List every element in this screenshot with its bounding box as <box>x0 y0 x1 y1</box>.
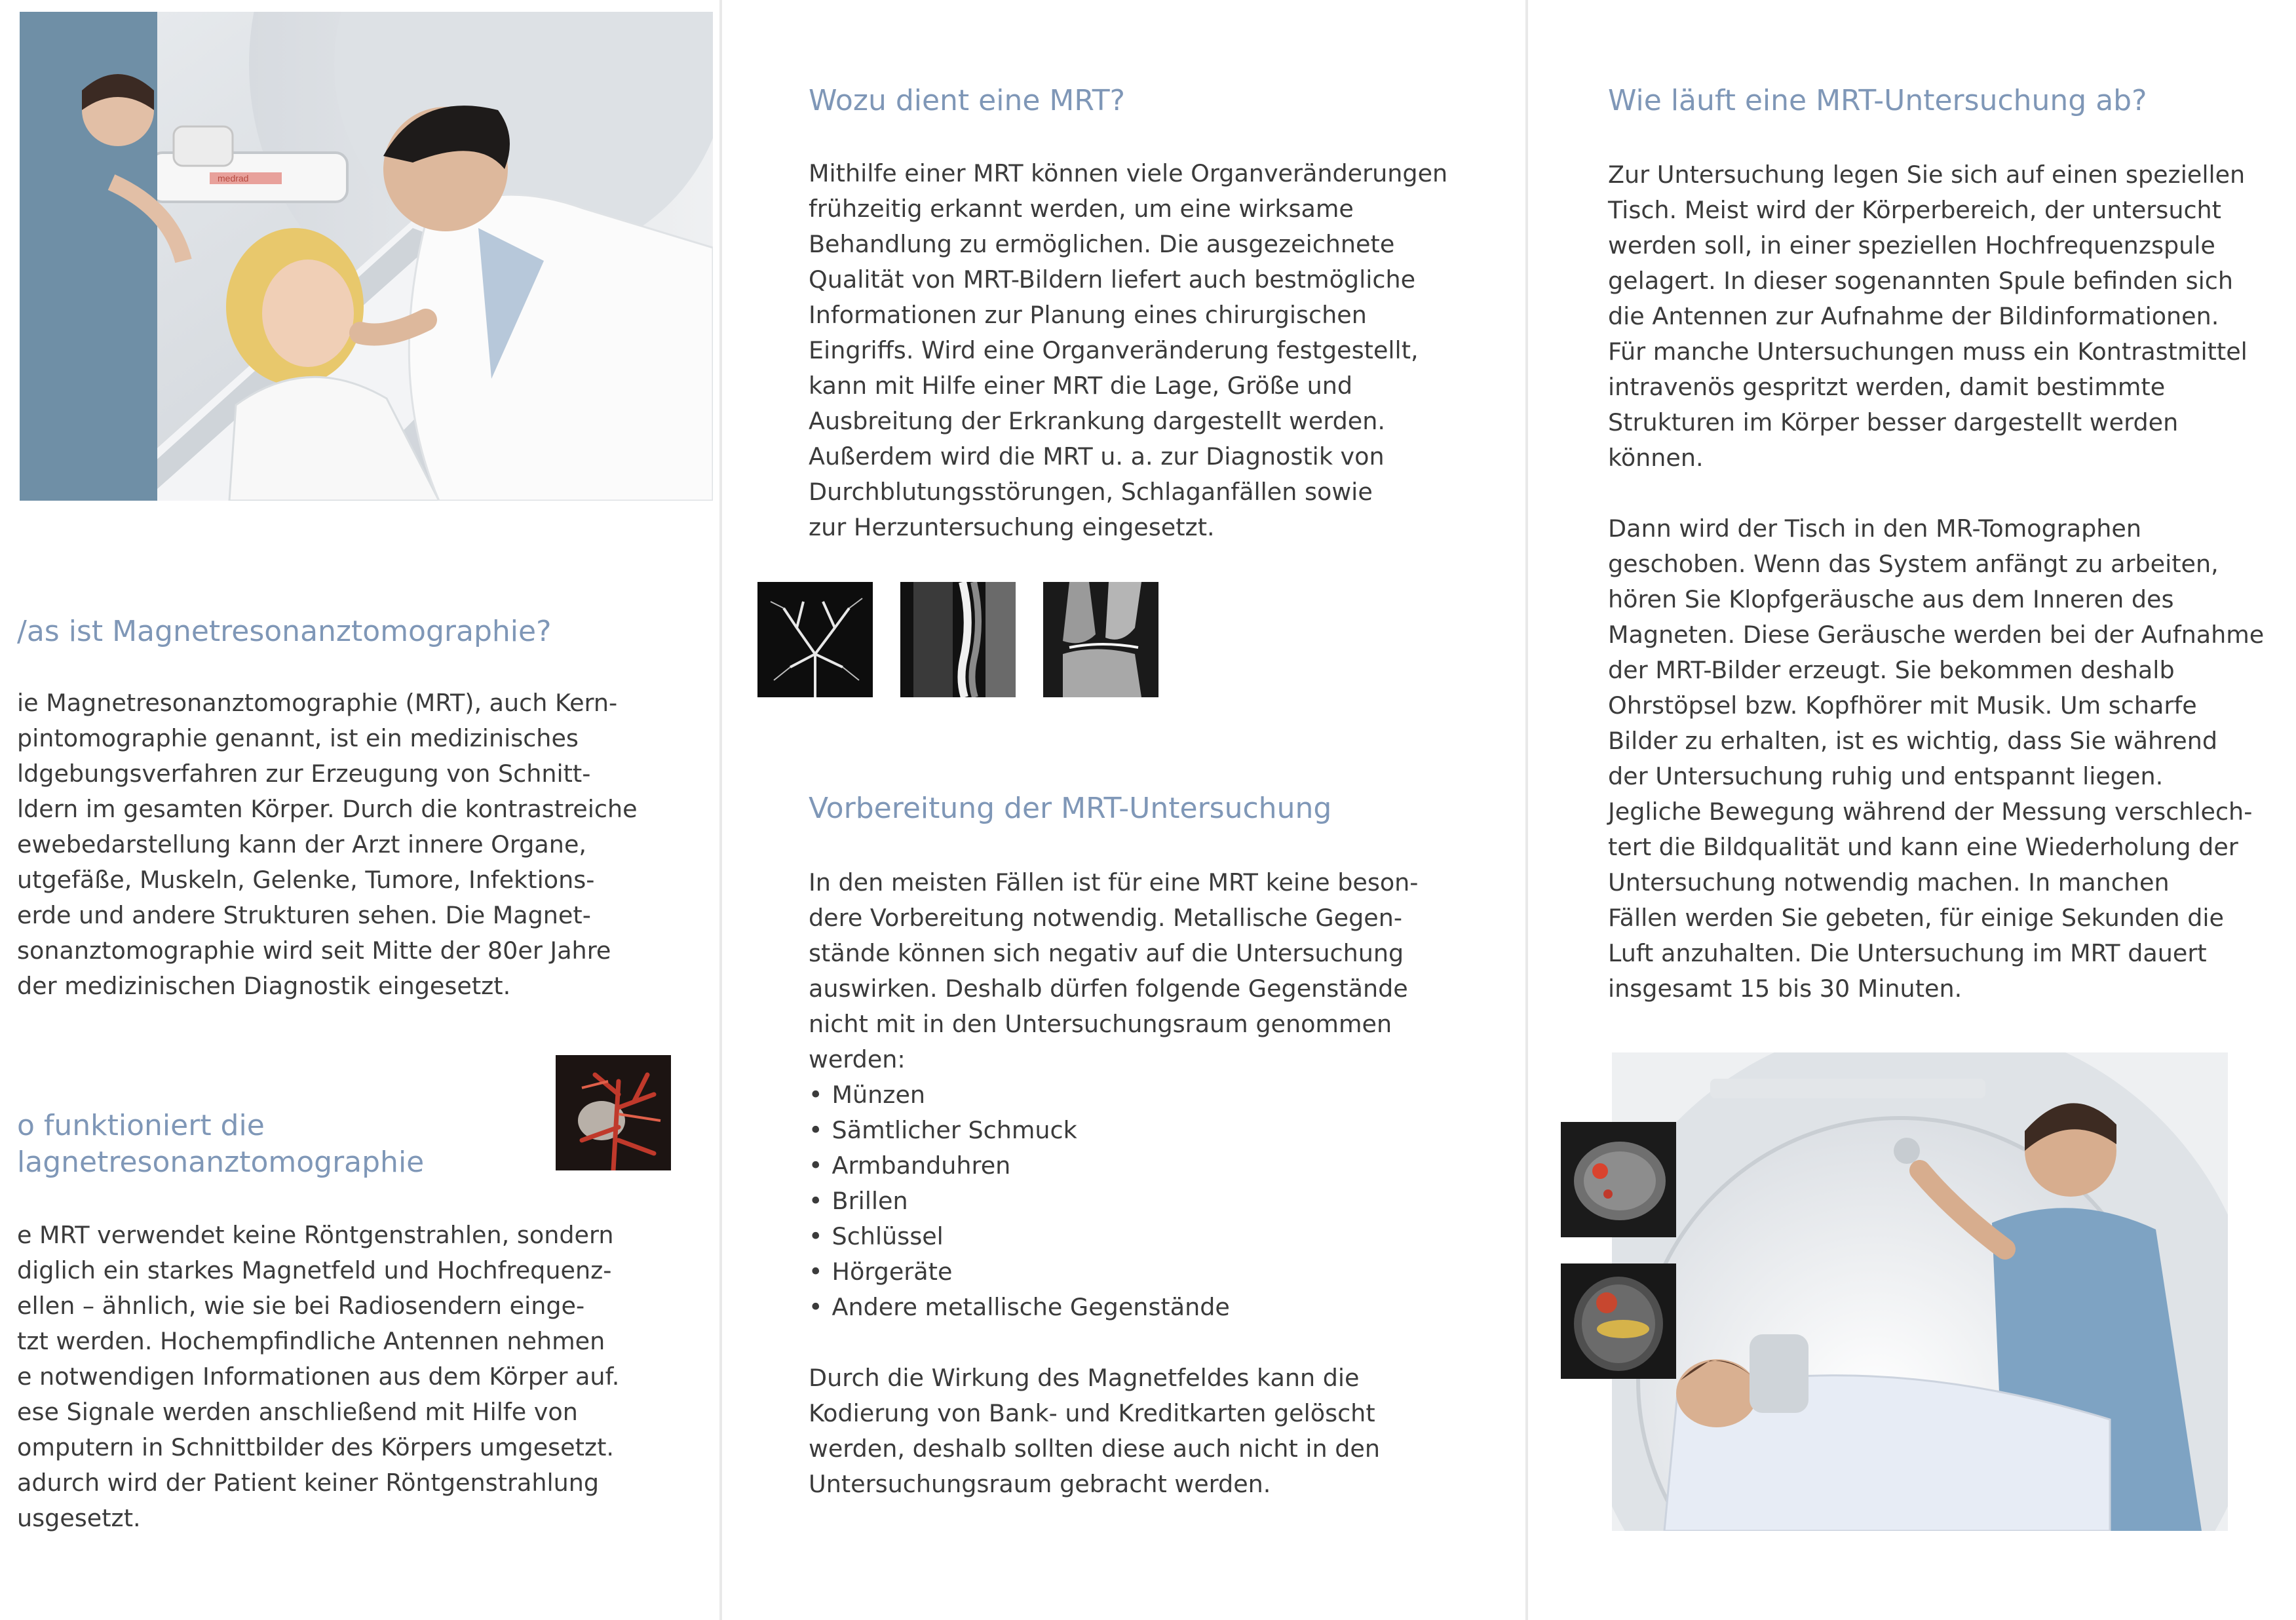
forbidden-items-list <box>809 1077 1230 1325</box>
text-line: Für manche Untersuchungen muss ein Kontrastmittel <box>1608 338 2248 366</box>
text-line: ese Signale werden anschließend mit Hilfe von <box>17 1398 578 1426</box>
section-heading-was-ist-mrt: /as ist Magnetresonanztomographie? <box>17 615 552 648</box>
text-line: frühzeitig erkannt werden, um eine wirksame <box>809 195 1354 223</box>
text-line: auswirken. Deshalb dürfen folgende Gegenstände <box>809 974 1408 1003</box>
section-heading-vorbereitung: Vorbereitung der MRT-Untersuchung <box>809 792 1332 825</box>
text-line: der Untersuchung ruhig und entspannt liegen. <box>1608 762 2164 790</box>
text-line: ie Magnetresonanztomographie (MRT), auch Kern- <box>17 689 618 717</box>
text-line: ewebedarstellung kann der Arzt innere Organe, <box>17 830 586 858</box>
text-line: Jegliche Bewegung während der Messung verschlech- <box>1608 798 2253 826</box>
list-item: • Sämtlicher Schmuck <box>809 1113 1230 1148</box>
list-item: • Brillen <box>809 1184 1230 1219</box>
text-line: ellen – ähnlich, wie sie bei Radiosendern einge- <box>17 1292 585 1320</box>
text-line: Ausbreitung der Erkrankung dargestellt werden. <box>809 407 1385 435</box>
text-line: dere Vorbereitung notwendig. Metallische Gegen- <box>809 904 1403 932</box>
photo-patient-in-mri-scanner <box>1612 1052 2228 1531</box>
text-line: ldern im gesamten Körper. Durch die kontrastreiche <box>17 795 638 823</box>
list-item: • Hörgeräte <box>809 1254 1230 1290</box>
text-line: werden soll, in einer speziellen Hochfrequenzspule <box>1608 231 2215 260</box>
text-line: Ohrstöpsel bzw. Kopfhörer mit Musik. Um scharfe <box>1608 691 2197 720</box>
photo-child-mri-exam <box>20 12 713 501</box>
fold-line-right <box>1525 0 1528 1620</box>
text-line: gelagert. In dieser sogenannten Spule befinden sich <box>1608 267 2234 295</box>
text-line: der medizinischen Diagnostik eingesetzt. <box>17 972 511 1000</box>
text-line: Qualität von MRT-Bildern liefert auch bestmögliche <box>809 265 1416 294</box>
list-item: • Armbanduhren <box>809 1148 1230 1184</box>
text-line: Durch die Wirkung des Magnetfeldes kann die <box>809 1364 1360 1392</box>
text-line: Mithilfe einer MRT können viele Organveränderungen <box>809 159 1448 187</box>
list-item: • Schlüssel <box>809 1219 1230 1254</box>
text-line: tzt werden. Hochempfindliche Antennen nehmen <box>17 1327 605 1355</box>
text-line: kann mit Hilfe einer MRT die Lage, Größe und <box>809 372 1353 400</box>
text-line: Untersuchungsraum gebracht werden. <box>809 1470 1271 1498</box>
text-line: Eingriffs. Wird eine Organveränderung festgestellt, <box>809 336 1419 364</box>
text-line: sonanztomographie wird seit Mitte der 80er Jahre <box>17 936 611 965</box>
text-line: Behandlung zu ermöglichen. Die ausgezeichnete <box>809 230 1395 258</box>
text-line: Luft anzuhalten. Die Untersuchung im MRT dauert <box>1608 939 2207 967</box>
text-line: Durchblutungsstörungen, Schlaganfällen sowie <box>809 478 1373 506</box>
text-line: insgesamt 15 bis 30 Minuten. <box>1608 974 1962 1003</box>
text-line: stände können sich negativ auf die Untersuchung <box>809 939 1404 967</box>
text-line: diglich ein starkes Magnetfeld und Hochfrequenz- <box>17 1256 612 1284</box>
text-line: werden: <box>809 1045 906 1073</box>
mri-knee-thumbnail <box>1043 582 1158 697</box>
text-line: ldgebungsverfahren zur Erzeugung von Schnitt- <box>17 760 591 788</box>
text-line: intravenös gespritzt werden, damit bestimmte <box>1608 373 2166 401</box>
section-heading-funktion-line2: lagnetresonanztomographie <box>17 1146 425 1179</box>
text-line: Bilder zu erhalten, ist es wichtig, dass Sie während <box>1608 727 2218 755</box>
text-line: werden, deshalb sollten diese auch nicht in den <box>809 1435 1380 1463</box>
fold-line-left <box>719 0 722 1620</box>
section-heading-wozu-mrt: Wozu dient eine MRT? <box>809 84 1125 117</box>
angio-3d-thumbnail <box>556 1055 671 1170</box>
scanner-logo: medrad <box>218 173 249 183</box>
text-line: Magneten. Diese Geräusche werden bei der Aufnahme <box>1608 621 2265 649</box>
text-line: Kodierung von Bank- und Kreditkarten gelöscht <box>809 1399 1375 1427</box>
text-line: Tisch. Meist wird der Körperbereich, der untersucht <box>1608 196 2221 224</box>
text-line: Zur Untersuchung legen Sie sich auf einen speziellen <box>1608 161 2246 189</box>
text-line: In den meisten Fällen ist für eine MRT keine beson- <box>809 868 1419 897</box>
text-line: e MRT verwendet keine Röntgenstrahlen, sondern <box>17 1221 614 1249</box>
text-line: utgefäße, Muskeln, Gelenke, Tumore, Infektions- <box>17 866 595 894</box>
text-line: hören Sie Klopfgeräusche aus dem Inneren des <box>1608 585 2174 613</box>
mri-brain-slice-thumbnail <box>1561 1263 1676 1379</box>
text-line: nicht mit in den Untersuchungsraum genommen <box>809 1010 1392 1038</box>
text-line: usgesetzt. <box>17 1504 141 1532</box>
list-item: • Andere metallische Gegenstände <box>809 1290 1230 1325</box>
text-line: der MRT-Bilder erzeugt. Sie bekommen deshalb <box>1608 656 2175 684</box>
text-line: Fällen werden Sie gebeten, für einige Sekunden die <box>1608 904 2224 932</box>
text-line: zur Herzuntersuchung eingesetzt. <box>809 513 1215 541</box>
mri-brain-3d-thumbnail <box>1561 1122 1676 1237</box>
text-line: Untersuchung notwendig machen. In manchen <box>1608 868 2170 897</box>
text-line: Informationen zur Planung eines chirurgischen <box>809 301 1367 329</box>
text-line: e notwendigen Informationen aus dem Körper auf. <box>17 1362 620 1391</box>
list-item: • Münzen <box>809 1077 1230 1113</box>
text-line: tert die Bildqualität und kann eine Wiederholung der <box>1608 833 2238 861</box>
text-line: erde und andere Strukturen sehen. Die Magnet- <box>17 901 591 929</box>
mri-angiography-thumbnail <box>757 582 873 697</box>
mri-spine-thumbnail <box>900 582 1016 697</box>
text-line: Dann wird der Tisch in den MR-Tomographen <box>1608 514 2142 543</box>
section-heading-funktion-line1: o funktioniert die <box>17 1109 265 1142</box>
section-heading-ablauf: Wie läuft eine MRT-Untersuchung ab? <box>1608 84 2147 117</box>
text-line: omputern in Schnittbilder des Körpers umgesetzt. <box>17 1433 615 1461</box>
text-line: Strukturen im Körper besser dargestellt werden <box>1608 408 2179 436</box>
text-line: pintomographie genannt, ist ein medizinisches <box>17 724 579 752</box>
text-line: geschoben. Wenn das System anfängt zu arbeiten, <box>1608 550 2219 578</box>
text-line: die Antennen zur Aufnahme der Bildinformationen. <box>1608 302 2219 330</box>
text-line: können. <box>1608 444 1704 472</box>
text-line: adurch wird der Patient keiner Röntgenstrahlung <box>17 1469 600 1497</box>
text-line: Außerdem wird die MRT u. a. zur Diagnostik von <box>809 442 1385 471</box>
